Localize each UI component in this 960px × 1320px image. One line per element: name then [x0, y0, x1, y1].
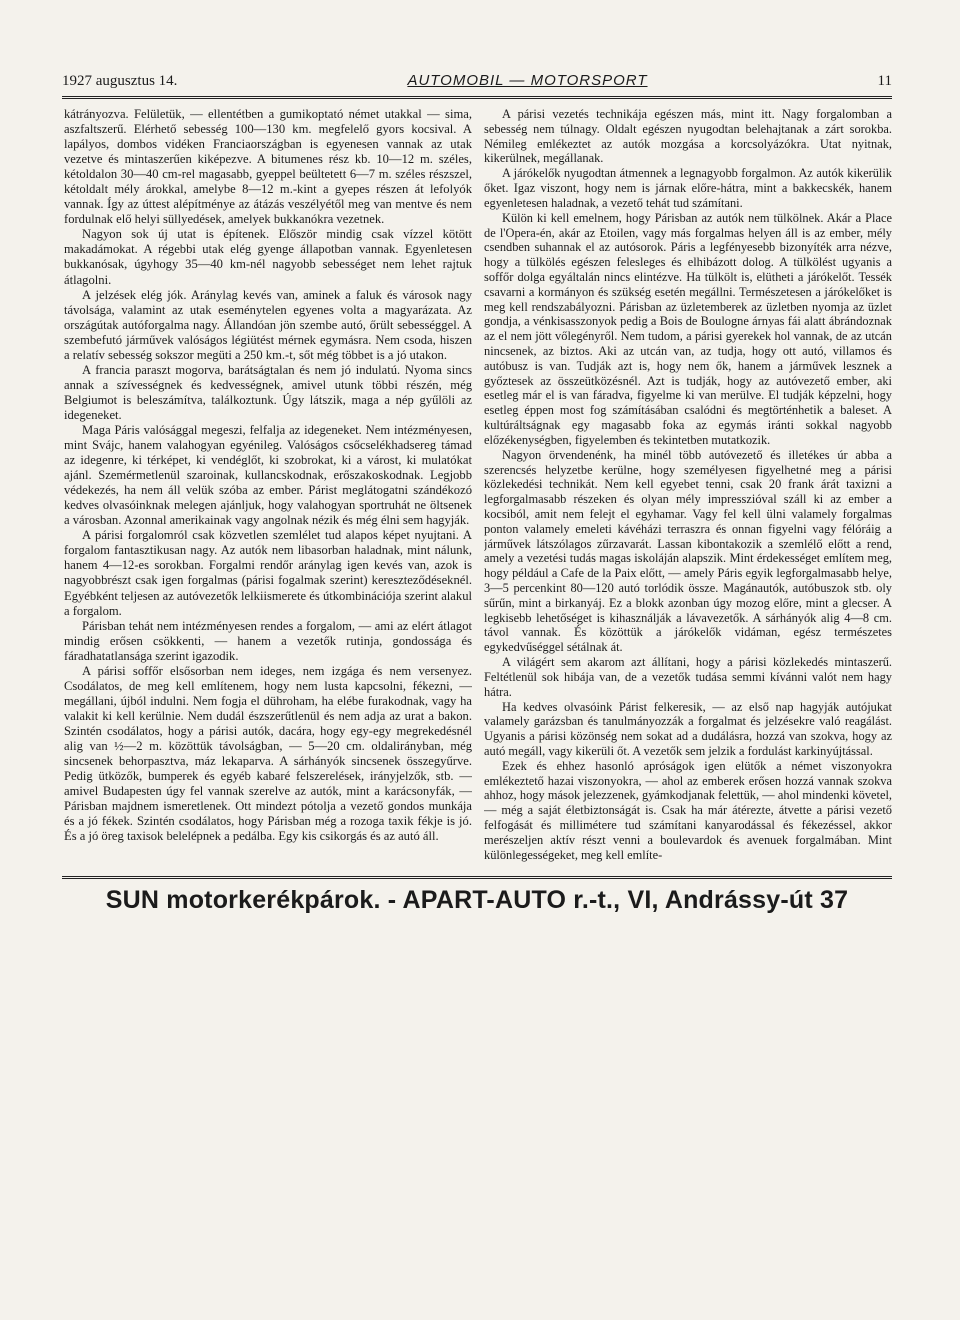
- article-paragraph: A párisi vezetés technikája egészen más, mint itt. Nagy forgalomban a sebesség nem túlnagy. Oldalt egészen nyugodtan belehajtanak a zárt sorokba. Némileg emlékeztet az autók mozgása a korcsolyázókra. Utat nyitnak, kikerülnek, megállanak.: [484, 107, 892, 166]
- article-paragraph: Maga Páris valósággal megeszi, felfalja az idegeneket. Nem intézményesen, mint Svájc, hanem valahogyan egyénileg. Valóságos csőcselékhadsereg támad az idegenre, ki térképet, ki vendéglőt, ki szobrokat, ki a várost, ki mulatókat ajánl. Szemérmetlenül szaroinak, kullancskodnak, erőszakoskodnak. Legjobb védekezés, ha nem áll velük szóba az ember. Párist meglátogatni szándékozó kedves olvasóinknak melegen ajánljuk, hogy valahogyan sportruhát ne öltsenek a városban. Azonnal amerikainak vagy angolnak nézik és még élni sem hagyják.: [64, 422, 472, 528]
- article-paragraph: A párisi forgalomról csak közvetlen szemlélet tud alapos képet nyujtani. A forgalom fantasztikusan nagy. Az autók nem libasorban haladnak, mint nálunk, hanem 4—12-es sorokban. Forgalmi rendőr aránylag igen kevés van, azok is nagyobbrészt csak igen forgalmas (párisi fogalmak szerint) kereszteződéseknél. Egyébként teljesen az autóvezetők lelkiismerete és útkombinációja szerint alakul a forgalom.: [64, 528, 472, 618]
- issue-date: 1927 augusztus 14.: [62, 73, 178, 89]
- article-paragraph: A világért sem akarom azt állítani, hogy a párisi közlekedés mintaszerű. Feltétlenül sok hibája van, de a vezetők tudása semmi kívánni valót nem hagy hátra.: [484, 655, 892, 699]
- article-paragraph: A jelzések elég jók. Aránylag kevés van, aminek a faluk és városok nagy távolsága, valamint az utak eseménytelen egyenes volta a magyarázata. Az országútak autóforgalma nagy. Állandóan jön szembe autó, őrült sebességgel. A szembefutó járművek valóságos légiütést mérnek egymásra. Nem csoda, hiszen a relatív sebesség sokszor megüti a 250 km.-t, sőt még többet is a jó utakon.: [64, 287, 472, 362]
- article-column-right: [484, 107, 892, 863]
- header-rule: [62, 96, 892, 99]
- article-paragraph: Ha kedves olvasóink Párist felkeresik, — az első nap hagyják autójukat valamely garázsban és tanulmányozzák a forgalmat és jelzésekre való reagálást. Ugyanis a párisi közönség nem sokat ad a dudálásra, hozzá van szokva, hogy az autó megáll, vagy kikerüli őt. A vezetők sem jelzik a fordulást karkinyújtással.: [484, 699, 892, 758]
- page-header: [62, 72, 892, 94]
- footer-rule: [62, 876, 892, 879]
- article-paragraph: Párisban tehát nem intézményesen rendes a forgalom, — ami az elért átlagot mindig erősen csökkenti, — hanem a vezetők rutinja, gondossága és fáradhatatlansága szerint igazodik.: [64, 618, 472, 663]
- article-paragraph: Ezek és ehhez hasonló apróságok igen elütők a német viszonyokra emlékeztető hazai viszonyokra, — ahol az emberek erősen hozzá vannak szokva ahhoz, hogy mások jelezzenek, gyámkodjanak felettük, — ahol mindenki követel, — még a saját életbiztonságát is. Csak ha már átérezte, átvette a párisi vezető felfogását és millimétere tud számítani kanyarodással és fékezéssel, akkor merészeljen aktív részt venni a boulevardok és avenuek forgalmában. Mint különlegességeket, meg kell említe-: [484, 758, 892, 862]
- article-paragraph: A párisi soffőr elsősorban nem ideges, nem izgága és nem versenyez. Csodálatos, de meg kell említenem, hogy nem lusta kapcsolni, fékezni, — megállani, újból indulni. Nem fogja el dühroham, ha elébe furakodnak, vagy ha valakit ki kell kerülnie. Nem dudál észszerűtlenül és nem adja az urat a bakon. Szintén csodálatos, hogy a párisi autók, dacára, hogy egy-egy megrekedésnél alig van ½—2 m. közöttük távolságban, — 5—20 cm. oldalirányban, még sincsenek behorpasztva, máz lekaparva. A sárhányók sincsenek összegyűrve. Pedig ütközők, bumperek és egyéb kabaré felszerelések, irányjelzők, stb. — amivel Budapesten úgy fel vannak szerelve az autók, mint a karácsonyfák, — Párisban majdnem ismeretlenek. Ott mindezt pótolja a vezető gondos munkája és a jó fékek. Szintén csodálatos, hogy Párisban még a rozoga taxik fékje is jó. És a jó öreg taxisok belelépnek a pedálba. Egy kis csikorgás és az autó áll.: [64, 663, 472, 844]
- article-column-left: [64, 107, 472, 863]
- article-paragraph: kátrányozva. Felületük, — ellentétben a gumikoptató német utakkal — sima, aszfaltszerű. Elérhető sebesség 100—130 km. megfelelő gyors kocsival. A lapályos, dombos vidéken Franciaországban is egyenesen vannak az utak vezetve és mintaszerűen kiképezve. A bitumenes rész kb. 10—12 m. széles, kétoldalon 30—40 cm-rel magasabb, gyeppel beültetett 6—7 m. széles részszel, kétoldalt mély árokkal, amelybe 8—12 m.-kint a gyepes részen át lefolyók vannak. Így az úttest alépítménye az átázás veszélyétől meg van mentve és nem fordulnak elő helyi süllyedések, amelyek bukkanókra vezetnek.: [64, 107, 472, 227]
- article-paragraph: A francia paraszt mogorva, barátságtalan és nem jó indulatú. Nyoma sincs annak a szívességnek és kedvességnek, amivel utunk többi részén, még Belgiumot is beleszámítva, találkoztunk. Úgy látszik, maga a nép gyűlöli az idegeneket.: [64, 362, 472, 422]
- article-paragraph: Külön ki kell emelnem, hogy Párisban az autók nem tülkölnek. Akár a Place de l'Opera-én, akár az Etoilen, vagy más forgalmas helyen áll is az ember, mély csendben suhannak el az autósorok. Páris a legfényesebb bizonyíték arra nézve, hogy a tülkölés egészen felesleges és elhibázott dolog. A tülkölést ugyanis a soffőr dolga egyáltalán nincs elintézve. Ha tülkölt is, elütheti a járókelőt. Tessék csavarni a kormányon és szükség esetén megállni. Természetesen a járókelőket is meg kell rendszabályozni. Párisban az üzletemberek az üzletben nyomja az üzlet gondja, a vénkisasszonyok pedig a Bois de Boulogne árnyas fái alatt ábrándoznak az el nem jött vőlegényről. Nem tudom, a párisi gyerekek hol vannak, de az utcán nincsenek, az biztos. Aki az utcán van, az tudja, hogy ott autó, villamos és autóbusz is van. Tudják azt is, hogy nem ők, hanem a járművek lesznek a győztesek az összeütközésnél. Azt is tudják, hogy az autóvezető ember, aki esetleg már el is van fáradva, figyelme ki van merülve. El tudják képzelni, hogy esetleg éppen most fog számításában csalódni és megtörténhetik a baleset. A kultúráltságnak egy magasabb foka az egymás iránti sokkal nagyobb előzékenységben, figyelemben és tekintetben mutatkozik.: [484, 210, 892, 447]
- advertisement-banner: SUN motorkerékpárok. - APART-AUTO r.-t., VI, Andrássy-út 37: [105, 886, 849, 914]
- article-paragraph: Nagyon sok új utat is építenek. Először mindig csak vízzel kötött makadámokat. A régebbi utak elég gyenge állapotban vannak. Egyenletesen bukkanósak, úgyhogy 35—40 km-nél nagyobb sebességet nem lehet rajtuk átlagolni.: [64, 227, 472, 287]
- article-paragraph: Nagyon örvendenénk, ha minél több autóvezető és illetékes úr abba a szerencsés helyzetbe kerülne, hogy személyesen figyelhetné meg a párisi közlekedési technikát. Nem kell egyebet tenni, csak 20 frank árát taxizni a legforgalmasabb részeken és olyan mély impresszióval száll ki az ember a kocsiból, amit nem felejt el egyhamar. Vagy fel kell ülni valamely forgalmas ponton valamely emeleti kávéházi terraszra és onnan figyelni vagy félóráig a járművek látszólagos zűrzavarát. Lassan kibontakozik a szemlélő előtt a rend, amely a vezetési tudás magas iskoláján alapszik. Mint érdekességet említem meg, hogy például a Cafe de la Paix előtt, — amely Páris egyik legforgalmasabb helye, 3—5 percenkint 80—120 autó torlódik össze. Magánautók, autóbuszok stb. oly sűrűn, mint a birkanyáj. Ez a blokk azonban úgy mozog előre, mint a glecser. A legkisebb lehetőséget is kihasználják a lávavezetők. A sárhányók alig 4—8 cm. távol vannak. És közöttük a járókelők vidáman, egész természetes egykedvűséggel sétálnak át.: [484, 447, 892, 655]
- article-paragraph: A járókelők nyugodtan átmennek a legnagyobb forgalmon. Az autók kikerülik őket. Igaz viszont, hogy nem is járnak előre-hátra, mint a bakkecskék, hanem egyenletesen haladnak, a vezető tehát tud számítani.: [484, 166, 892, 210]
- publication-title: AUTOMOBIL — MOTORSPORT: [407, 72, 648, 89]
- page-number: 11: [877, 73, 892, 89]
